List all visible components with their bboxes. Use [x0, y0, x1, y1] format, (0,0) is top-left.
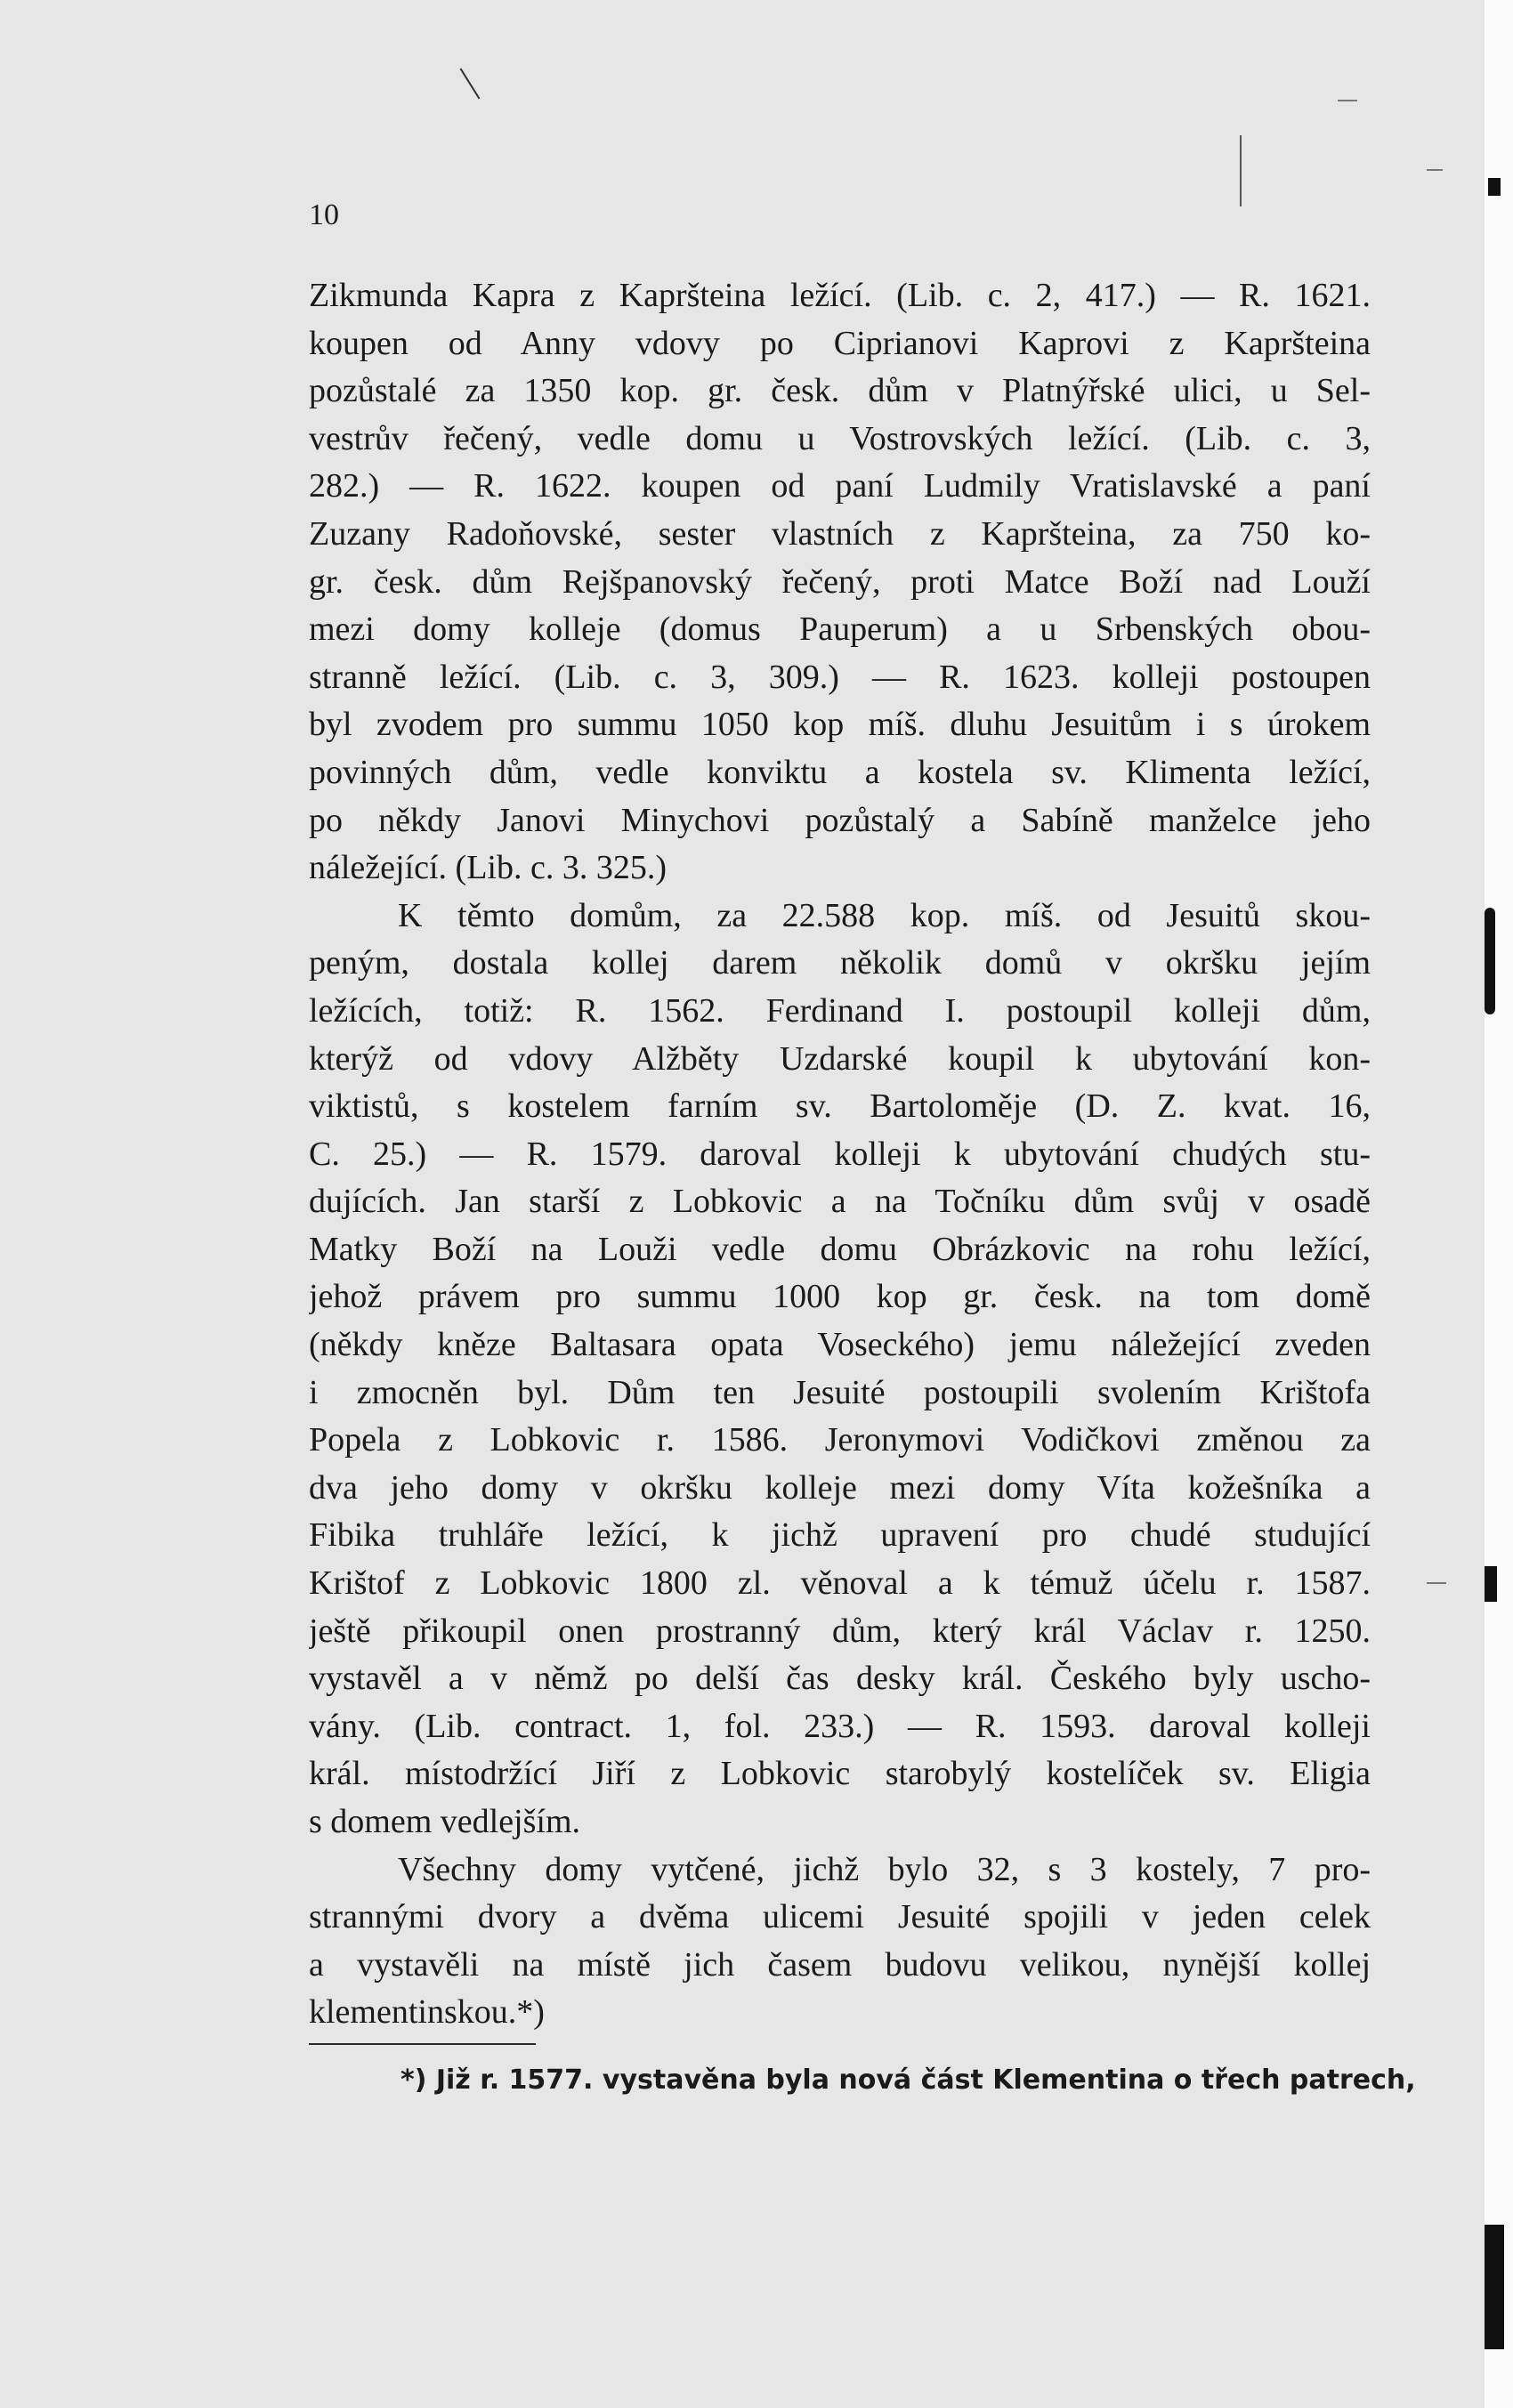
- text-line: stranně ležící. (Lib. c. 3, 309.) — R. 1623. kolleji postoupen: [309, 658, 1371, 696]
- text-line: klementinskou.*): [309, 1993, 545, 2032]
- scan-mark: [1427, 1582, 1446, 1584]
- body-text: [309, 272, 1371, 2037]
- text-line: Fibika truhláře ležící, k jichž upravení pro chudé studující: [309, 1516, 1371, 1555]
- page-edge: [1485, 0, 1513, 2408]
- text-line: ještě přikoupil onen prostranný dům, který král Václav r. 1250.: [309, 1612, 1371, 1650]
- text-line: a vystavěli na místě jich časem budovu velikou, nynější kollej: [309, 1945, 1371, 1984]
- text-line: strannými dvory a dvěma ulicemi Jesuité spojili v jeden celek: [309, 1898, 1371, 1936]
- text-line: Popela z Lobkovic r. 1586. Jeronymovi Vodičkovi změnou za: [309, 1421, 1371, 1459]
- text-line: C. 25.) — R. 1579. daroval kolleji k ubytování chudých stu-: [309, 1135, 1371, 1173]
- scan-mark: [1240, 135, 1242, 206]
- scan-mark: [460, 69, 481, 100]
- text-line: koupen od Anny vdovy po Ciprianovi Kaprovi z Kapršteina: [309, 324, 1371, 362]
- paragraph-start-line: K těmto domům, za 22.588 kop. míš. od Jesuitů skou-: [398, 896, 1371, 934]
- footnote: *) Již r. 1577. vystavěna byla nová část Klementina o třech patrech,: [400, 2065, 1416, 2096]
- text-line: jehož právem pro summu 1000 kop gr. česk. na tom domě: [309, 1278, 1371, 1316]
- scan-mark: [1488, 178, 1501, 196]
- text-line: ležících, totiž: R. 1562. Ferdinand I. postoupil kolleji dům,: [309, 991, 1371, 1030]
- text-line: pozůstalé za 1350 kop. gr. česk. dům v Platnýřské ulici, u Sel-: [309, 372, 1371, 410]
- text-line: gr. česk. dům Rejšpanovský řečený, proti Matce Boží nad Louží: [309, 562, 1371, 601]
- text-line: Zikmunda Kapra z Kapršteina ležící. (Lib. c. 2, 417.) — R. 1621.: [309, 277, 1371, 314]
- text-line: peným, dostala kollej darem několik domů v okršku jejím: [309, 944, 1371, 982]
- text-line: po někdy Janovi Minychovi pozůstalý a Sabíně manželce jeho: [309, 801, 1371, 839]
- text-line: povinných dům, vedle konviktu a kostela sv. Klimenta ležící,: [309, 753, 1371, 791]
- scan-mark: [1485, 2225, 1504, 2349]
- text-line: byl zvodem pro summu 1050 kop míš. dluhu Jesuitům i s úrokem: [309, 706, 1371, 744]
- scan-mark: [1427, 169, 1443, 171]
- text-line: vány. (Lib. contract. 1, fol. 233.) — R. 1593. daroval kolleji: [309, 1707, 1371, 1745]
- text-line: Krištof z Lobkovic 1800 zl. věnoval a k témuž účelu r. 1587.: [309, 1564, 1371, 1603]
- page-number: 10: [309, 198, 339, 231]
- text-line: dva jeho domy v okršku kolleje mezi domy Víta kožešníka a: [309, 1468, 1371, 1507]
- text-line: kterýž od vdovy Alžběty Uzdarské koupil k ubytování kon-: [309, 1039, 1371, 1078]
- text-line: (někdy kněze Baltasara opata Voseckého) jemu náležející zveden: [309, 1326, 1371, 1364]
- text-line: mezi domy kolleje (domus Pauperum) a u Srbenských obou-: [309, 610, 1371, 649]
- footnote-divider: [309, 2043, 536, 2045]
- text-line: i zmocněn byl. Dům ten Jesuité postoupili svolením Krištofa: [309, 1373, 1371, 1411]
- text-line: 282.) — R. 1622. koupen od paní Ludmily Vratislavské a paní: [309, 467, 1371, 505]
- scan-mark: [1338, 100, 1357, 101]
- text-line: s domem vedlejším.: [309, 1803, 581, 1840]
- paragraph-start-line: Všechny domy vytčené, jichž bylo 32, s 3 kostely, 7 pro-: [398, 1850, 1371, 1888]
- text-line: vestrův řečený, vedle domu u Vostrovských ležící. (Lib. c. 3,: [309, 419, 1371, 457]
- text-line: Zuzany Radoňovské, sester vlastních z Kapršteina, za 750 ko-: [309, 514, 1371, 553]
- text-line: vystavěl a v němž po delší čas desky král. Českého byly uscho-: [309, 1660, 1371, 1698]
- scan-mark: [1485, 908, 1495, 1014]
- text-line: dujících. Jan starší z Lobkovic a na Točníku dům svůj v osadě: [309, 1183, 1371, 1221]
- text-line: Matky Boží na Louži vedle domu Obrázkovic na rohu ležící,: [309, 1230, 1371, 1268]
- text-line: náležející. (Lib. c. 3. 325.): [309, 849, 668, 887]
- scan-mark: [1485, 1566, 1497, 1602]
- text-line: král. místodržící Jiří z Lobkovic starobylý kostelíček sv. Eligia: [309, 1755, 1371, 1793]
- text-line: viktistů, s kostelem farním sv. Bartoloměje (D. Z. kvat. 16,: [309, 1087, 1371, 1126]
